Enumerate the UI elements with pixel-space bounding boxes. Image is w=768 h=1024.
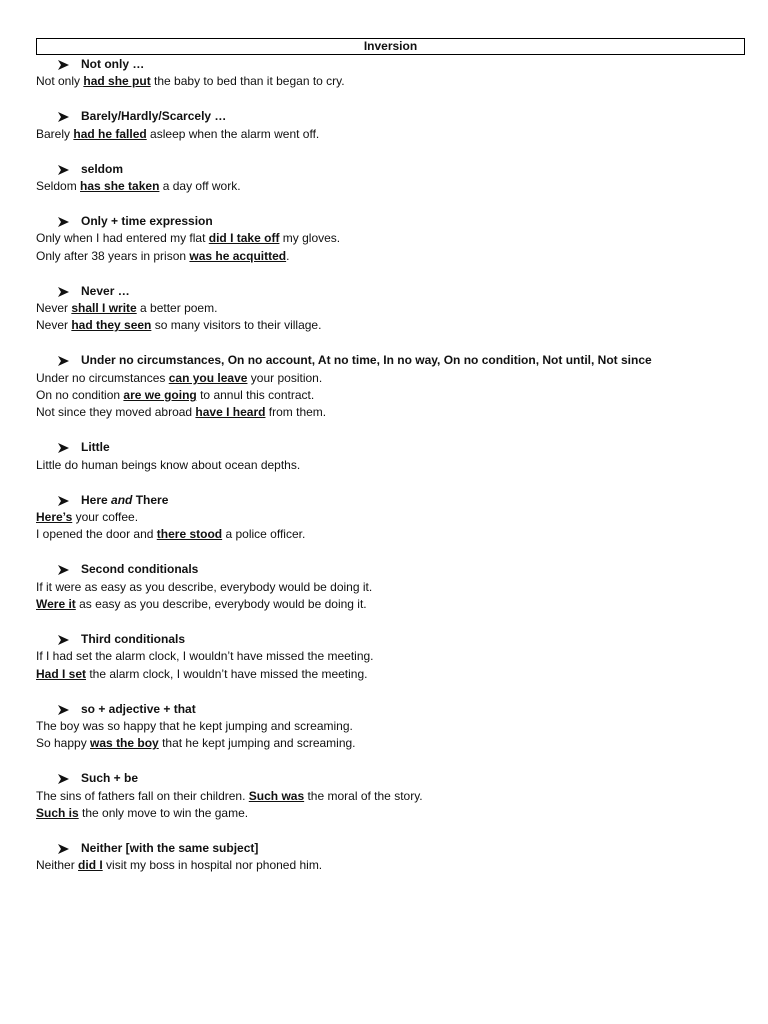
rule-section [36, 213, 756, 265]
section-heading [36, 701, 756, 718]
example-sentence [36, 387, 756, 404]
heading-segment: Little [81, 440, 110, 455]
heading-segment: and [111, 492, 133, 507]
page-title: Inversion [36, 38, 745, 55]
heading-segment: Never … [81, 283, 130, 298]
example-sentence [36, 526, 756, 543]
inverted-phrase: did I [78, 858, 103, 873]
sentence-text: The boy was so happy that he kept jumping and screaming. [36, 718, 353, 733]
example-sentence [36, 509, 756, 526]
rule-section [36, 352, 756, 422]
section-heading-text [81, 352, 652, 369]
sentence-text: Only when I had entered my flat [36, 231, 209, 246]
example-sentence [36, 666, 756, 683]
example-sentence [36, 718, 756, 735]
sentence-text: The sins of fathers fall on their children. [36, 788, 249, 803]
arrow-bullet-icon [58, 283, 81, 300]
section-heading-text [81, 56, 144, 73]
inverted-phrase: there stood [156, 527, 223, 542]
arrow-bullet-icon [58, 701, 81, 718]
inverted-phrase: was the boy [90, 736, 159, 751]
section-heading-text [81, 108, 226, 125]
heading-segment: Under no circumstances, On no account, At no time, In no way, On no condition, Not until, Not since [81, 353, 652, 368]
inverted-phrase: had she put [83, 74, 151, 89]
sentence-text: I opened the door and [36, 527, 157, 542]
arrow-bullet-icon [58, 561, 81, 578]
section-heading [36, 561, 756, 578]
arrow-bullet-icon [58, 56, 81, 73]
arrow-bullet-icon [58, 840, 81, 857]
sentence-text: So happy [36, 736, 91, 751]
sentence-text: visit my boss in hospital nor phoned him. [102, 858, 323, 873]
sentence-text: the baby to bed than it began to cry. [150, 74, 345, 89]
sentence-text: If I had set the alarm clock, I wouldn’t have missed the meeting. [36, 649, 374, 664]
rule-section [36, 770, 756, 822]
sentence-text: so many visitors to their village. [151, 318, 322, 333]
inverted-phrase: can you leave [168, 370, 248, 385]
inverted-phrase: are we going [123, 387, 197, 402]
example-sentence [36, 788, 756, 805]
rule-section [36, 439, 756, 474]
heading-segment: Second conditionals [81, 562, 199, 577]
sentence-text: as easy as you describe, everybody would be doing it. [75, 596, 367, 611]
sentence-text: my gloves. [279, 231, 341, 246]
section-heading [36, 108, 756, 125]
inverted-phrase: had they seen [71, 318, 152, 333]
section-heading [36, 352, 756, 369]
section-heading-text [81, 161, 123, 178]
section-heading [36, 161, 756, 178]
sentence-text: Under no circumstances [36, 370, 169, 385]
section-heading-text [81, 561, 198, 578]
example-sentence [36, 248, 756, 265]
heading-segment: Only + time expression [81, 213, 213, 228]
sentence-text: Neither [36, 858, 79, 873]
sentence-text: a better poem. [136, 300, 218, 315]
sentence-text: from them. [265, 405, 327, 420]
arrow-bullet-icon [58, 108, 81, 125]
section-heading [36, 439, 756, 456]
heading-segment: Not only … [81, 57, 145, 71]
sentence-text: your position. [247, 370, 323, 385]
example-sentence [36, 457, 756, 474]
heading-segment: Here [81, 492, 112, 507]
sentence-text: Not only [36, 74, 84, 89]
section-heading-text [81, 840, 258, 857]
section-heading [36, 840, 756, 857]
arrow-bullet-icon [58, 492, 81, 509]
sentence-text: . [286, 248, 290, 263]
heading-segment: so + adjective + that [81, 701, 196, 716]
rule-section [36, 701, 756, 753]
sentence-text: asleep when the alarm went off. [146, 126, 320, 141]
example-sentence [36, 579, 756, 596]
section-heading-text [81, 213, 213, 230]
rule-section [36, 108, 756, 143]
rule-section [36, 161, 756, 196]
document-body [36, 56, 756, 892]
sentence-text: Never [36, 300, 72, 315]
example-sentence [36, 370, 756, 387]
sentence-text: Little do human beings know about ocean depths. [36, 457, 301, 472]
sentence-text: your coffee. [72, 509, 139, 524]
inverted-phrase: did I take off [208, 231, 280, 246]
heading-segment: Such + be [81, 771, 139, 786]
arrow-bullet-icon [58, 352, 81, 369]
sentence-text: the only move to win the game. [78, 806, 249, 820]
example-sentence [36, 648, 756, 665]
inverted-phrase: have I heard [195, 405, 266, 420]
inverted-phrase: Such was [248, 788, 305, 803]
inverted-phrase: Were it [36, 596, 76, 611]
example-sentence [36, 857, 756, 874]
heading-segment: Neither [with the same subject] [81, 840, 259, 855]
section-heading-text [81, 492, 168, 509]
inverted-phrase: Here’s [36, 509, 73, 524]
inverted-phrase: had he falled [73, 126, 147, 141]
section-heading [36, 770, 756, 787]
heading-segment: There [132, 492, 169, 507]
example-sentence [36, 805, 756, 822]
section-heading [36, 56, 756, 73]
rule-section [36, 840, 756, 875]
section-heading [36, 213, 756, 230]
inverted-phrase: was he acquitted [189, 248, 287, 263]
arrow-bullet-icon [58, 161, 81, 178]
sentence-text: Never [36, 318, 72, 333]
sentence-text: If it were as easy as you describe, everybody would be doing it. [36, 579, 373, 594]
section-heading-text [81, 631, 185, 648]
inverted-phrase: shall I write [71, 300, 137, 315]
section-heading [36, 283, 756, 300]
section-heading [36, 492, 756, 509]
sentence-text: a police officer. [222, 527, 306, 542]
arrow-bullet-icon [58, 213, 81, 230]
inverted-phrase: has she taken [80, 178, 160, 193]
heading-segment: Barely/Hardly/Scarcely … [81, 109, 227, 124]
sentence-text: the moral of the story. [304, 788, 423, 803]
example-sentence [36, 73, 756, 90]
section-heading-text [81, 439, 110, 456]
arrow-bullet-icon [58, 439, 81, 456]
rule-section [36, 56, 756, 91]
rule-section [36, 283, 756, 335]
heading-segment: Third conditionals [81, 631, 185, 646]
sentence-text: On no condition [36, 387, 124, 402]
heading-segment: seldom [81, 161, 124, 176]
sentence-text: to annul this contract. [196, 387, 315, 402]
example-sentence [36, 126, 756, 143]
rule-section [36, 631, 756, 683]
section-heading-text [81, 770, 138, 787]
example-sentence [36, 735, 756, 752]
section-heading-text [81, 283, 130, 300]
section-heading-text [81, 701, 196, 718]
sentence-text: the alarm clock, I wouldn’t have missed the meeting. [86, 666, 368, 681]
sentence-text: a day off work. [159, 178, 241, 193]
example-sentence [36, 596, 756, 613]
sentence-text: Only after 38 years in prison [36, 248, 190, 263]
arrow-bullet-icon [58, 631, 81, 648]
example-sentence [36, 300, 756, 317]
rule-section [36, 492, 756, 544]
example-sentence [36, 317, 756, 334]
sentence-text: Not since they moved abroad [36, 405, 196, 420]
inverted-phrase: Such is [36, 806, 79, 820]
example-sentence [36, 404, 756, 421]
example-sentence [36, 178, 756, 195]
arrow-bullet-icon [58, 770, 81, 787]
sentence-text: Barely [36, 126, 74, 141]
example-sentence [36, 230, 756, 247]
sentence-text: that he kept jumping and screaming. [158, 736, 356, 751]
inverted-phrase: Had I set [36, 666, 87, 681]
section-heading [36, 631, 756, 648]
rule-section [36, 561, 756, 613]
sentence-text: Seldom [36, 178, 81, 193]
